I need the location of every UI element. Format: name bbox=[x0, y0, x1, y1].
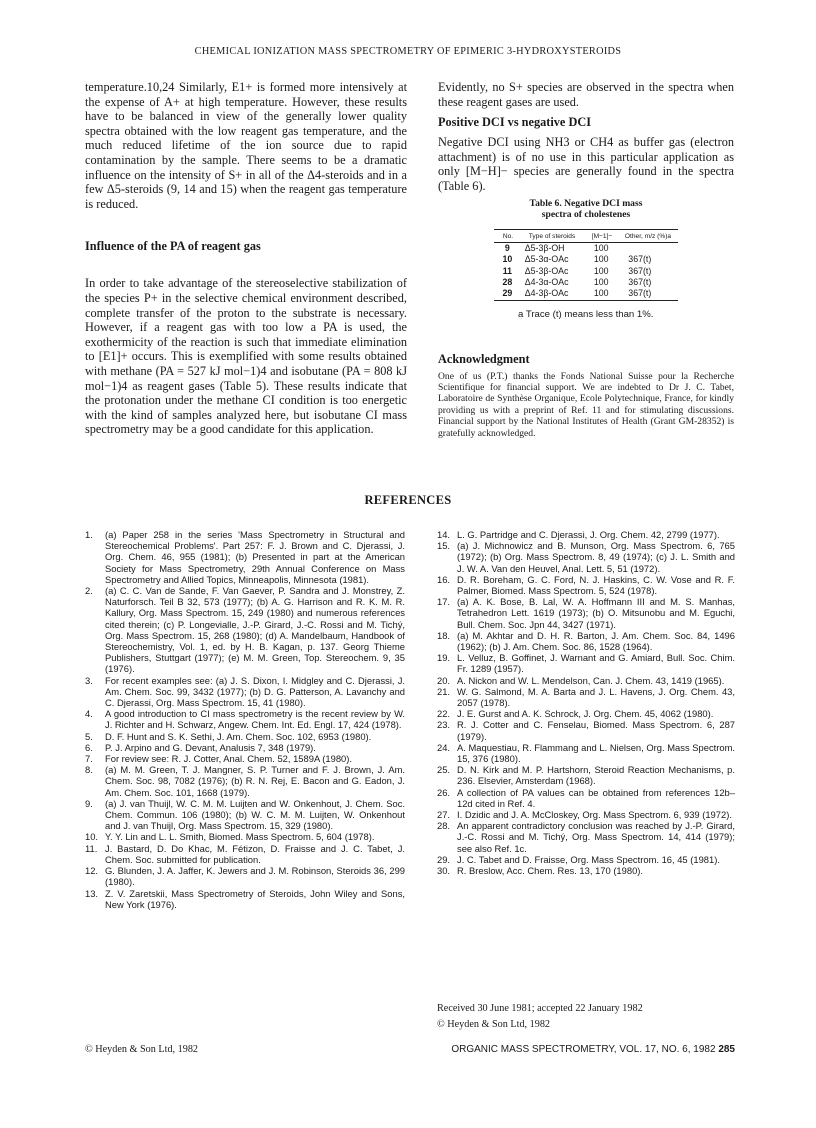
reference-text: (a) M. Akhtar and D. H. R. Barton, J. Am. Chem. Soc. 84, 1496 (1962); (b) J. Am. Chem. Soc. 86, 1528 (1964). bbox=[457, 629, 735, 653]
table-6-header-row bbox=[494, 230, 678, 244]
table-6-title bbox=[438, 198, 734, 221]
table-cell: 28 bbox=[502, 277, 513, 288]
table-row bbox=[494, 277, 678, 288]
reference-number: 11. bbox=[85, 842, 98, 854]
table-cell: 9 bbox=[504, 243, 510, 254]
table-cell: 11 bbox=[502, 265, 513, 276]
reference-number: 15. bbox=[437, 540, 451, 552]
table-6-header-cell: No. bbox=[502, 232, 514, 240]
table-row bbox=[494, 266, 678, 277]
reference-number: 20. bbox=[437, 674, 451, 686]
received-dates bbox=[437, 1001, 643, 1033]
reference-text: J. Bastard, D. Do Khac, M. Fétizon, D. Fraisse and J. C. Tabet, J. Chem. Soc. submitted for publication. bbox=[105, 842, 405, 865]
reference-item bbox=[437, 630, 735, 652]
references-left-column bbox=[85, 529, 405, 910]
reference-item bbox=[437, 820, 735, 854]
references-title: REFERENCES bbox=[364, 493, 452, 507]
reference-item bbox=[437, 719, 735, 741]
reference-number: 17. bbox=[437, 596, 451, 608]
table-cell: 100 bbox=[593, 288, 609, 299]
reference-item bbox=[437, 574, 735, 596]
reference-number: 7. bbox=[85, 753, 93, 765]
table-6 bbox=[438, 198, 734, 320]
references-right-column bbox=[437, 529, 735, 876]
reference-item bbox=[85, 742, 405, 753]
reference-item bbox=[437, 865, 735, 876]
table-cell: 100 bbox=[593, 254, 609, 265]
table-6-header-cell: Other, m/z (%)a bbox=[624, 232, 672, 240]
left-column bbox=[85, 80, 407, 437]
reference-number: 30. bbox=[437, 865, 451, 877]
running-head: CHEMICAL IONIZATION MASS SPECTROMETRY OF EPIMERIC 3-HYDROXYSTEROIDS bbox=[194, 46, 622, 57]
reference-number: 9. bbox=[85, 797, 93, 809]
reference-item bbox=[437, 675, 735, 686]
table-6-title-line2: spectra of cholestenes bbox=[541, 209, 631, 221]
reference-item bbox=[85, 865, 405, 887]
reference-number: 4. bbox=[85, 708, 93, 720]
reference-item bbox=[437, 529, 735, 540]
table-cell: Δ4-3α-OAc bbox=[524, 277, 569, 288]
reference-number: 18. bbox=[437, 629, 451, 641]
reference-text: D. R. Boreham, G. C. Ford, N. J. Haskins, C. W. Vose and R. F. Palmer, Biomed. Mass Spectrom. 5, 524 (1978). bbox=[457, 573, 735, 597]
reference-text: For review see: R. J. Cotter, Anal. Chem. 52, 1589A (1980). bbox=[105, 753, 352, 765]
reference-text: D. F. Hunt and S. K. Sethi, J. Am. Chem. Soc. 102, 6953 (1980). bbox=[105, 730, 372, 742]
heading-pa-reagent-gas: Influence of the PA of reagent gas bbox=[85, 239, 261, 254]
table-6-header-cell: Type of steroids bbox=[528, 232, 576, 240]
reference-item bbox=[437, 708, 735, 719]
paragraph-pa-reagent-gas: In order to take advantage of the stereoselective stabilization of the species P+ in the selective chemical environment described, complete transfer of the proton to the substrate is necessary. However, if a reagent gas with too low a PA is used, the exothermicity of the reaction is such that immediate elimination to [E1]+ occurs. This is exemplified with some results obtained with methane (PA = 527 kJ mol−1)4 and isobutane (PA = 808 kJ mol−1)4 as reagent gases (Table 5). These results indicate that the protonation under the methane CI condition is too energetic with the kind of samples analyzed here, but isobutane CI mass spectrometry may be a good candidate for this application. bbox=[85, 276, 407, 437]
received-line: Received 30 June 1981; accepted 22 January 1982 bbox=[437, 1003, 643, 1014]
table-6-header-cell: [M−1]− bbox=[591, 232, 613, 240]
reference-number: 27. bbox=[437, 809, 451, 821]
reference-item bbox=[85, 843, 405, 865]
reference-number: 1. bbox=[85, 529, 93, 540]
reference-text: I. Dzidic and J. A. McCloskey, Org. Mass Spectrom. 6, 939 (1972). bbox=[457, 809, 732, 821]
reference-number: 6. bbox=[85, 741, 93, 753]
table-cell: 367(t) bbox=[628, 288, 652, 299]
reference-item bbox=[437, 652, 735, 674]
reference-text: A. Maquestiau, R. Flammang and L. Nielsen, Org. Mass Spectrom. 15, 376 (1980). bbox=[457, 741, 735, 765]
reference-item bbox=[437, 596, 735, 630]
reference-text: D. N. Kirk and M. P. Hartshorn, Steroid Reaction Mechanisms, p. 236. Elsevier, Amsterdam (1968). bbox=[457, 764, 735, 787]
reference-number: 26. bbox=[437, 786, 451, 798]
reference-text: Z. V. Zaretskii, Mass Spectrometry of Steroids, John Wiley and Sons, New York (1976). bbox=[105, 887, 405, 910]
reference-item bbox=[85, 798, 405, 832]
reference-number: 29. bbox=[437, 853, 451, 865]
table-cell: Δ4-3β-OAc bbox=[524, 288, 569, 299]
table-row bbox=[494, 243, 678, 254]
reference-item bbox=[85, 764, 405, 798]
table-cell: 100 bbox=[593, 277, 609, 288]
reference-item bbox=[437, 540, 735, 574]
table-6-title-line1: Table 6. Negative DCI mass bbox=[529, 197, 643, 209]
reference-text: R. J. Cotter and C. Fenselau, Biomed. Mass Spectrom. 6, 287 (1979). bbox=[457, 719, 735, 742]
reference-number: 22. bbox=[437, 708, 451, 720]
reference-text: P. J. Arpino and G. Devant, Analusis 7, 348 (1979). bbox=[105, 741, 316, 753]
reference-number: 14. bbox=[437, 529, 451, 540]
reference-text: A collection of PA values can be obtained from references 12b–12d cited in Ref. 4. bbox=[457, 786, 735, 809]
table-cell: 10 bbox=[502, 254, 513, 265]
reference-text: A. Nickon and W. L. Mendelson, Can. J. Chem. 43, 1419 (1965). bbox=[457, 674, 725, 686]
reference-text: Y. Y. Lin and L. L. Smith, Biomed. Mass Spectrom. 5, 604 (1978). bbox=[105, 831, 375, 843]
table-6-grid bbox=[494, 229, 678, 301]
reference-item bbox=[437, 742, 735, 764]
table-6-footnote: a Trace (t) means less than 1%. bbox=[518, 308, 654, 320]
footer-journal-name: ORGANIC MASS SPECTROMETRY, VOL. 17, NO. 6, 1982 bbox=[451, 1044, 716, 1055]
reference-text: An apparent contradictory conclusion was reached by J.-P. Girard, J.-C. Rossi and M. Tichý, Org. Mass Spectrom. 14, 414 (1979); see also Ref. 1c. bbox=[457, 820, 735, 854]
reference-text: (a) J. van Thuijl, W. C. M. M. Luijten and W. Onkenhout, J. Chem. Soc. Chem. Commun. 106 (1980); (b) W. C. M. M. Luijten, W. Onkenhout and J. van Thuijl, Org. Mass Spectrom. 15, 329 (1980). bbox=[105, 797, 405, 832]
reference-number: 2. bbox=[85, 585, 93, 597]
reference-number: 10. bbox=[85, 831, 99, 843]
reference-number: 24. bbox=[437, 741, 451, 753]
heading-positive-negative-dci: Positive DCI vs negative DCI bbox=[438, 115, 592, 130]
paragraph-temperature: temperature.10,24 Similarly, E1+ is formed more intensively at the expense of A+ at high temperature. However, these results have to be balanced in view of the generally lower quality spectra obtained with the low reagent gas temperature, and the much reduced lifetime of the ion source due to rapid contamination by the sample. There seems to be a dramatic influence on the intensity of S+ in all of the Δ4-steroids and in a few Δ5-steroids (9, 14 and 15) when the reagent gas temperature is reduced. bbox=[85, 80, 407, 211]
reference-item bbox=[437, 787, 735, 809]
table-cell: 100 bbox=[593, 243, 609, 254]
table-cell bbox=[620, 243, 678, 254]
acknowledgment-text: One of us (P.T.) thanks the Fonds National Suisse pour la Recherche Scientifique for financial support. We are indebted to Dr J. C. Tabet, Laboratoire de Synthèse Organique, Ecole Polytechnique, France, for kindly providing us with a preprint of Ref. 11 and for stimulating discussions. Financial support by the National Institutes of Health (Grant GM-28352) is gratefully acknowledged. bbox=[438, 370, 734, 439]
reference-item bbox=[437, 854, 735, 865]
reference-text: (a) J. Michnowicz and B. Munson, Org. Mass Spectrom. 6, 765 (1972); (b) Org. Mass Spectrom. 8, 49 (1974); (c) J. L. Smith and J. W. A. Van den Heuvel, Anal. Lett. 5, 51 (1972). bbox=[457, 540, 735, 574]
reference-item bbox=[85, 585, 405, 675]
reference-number: 16. bbox=[437, 573, 451, 585]
table-cell: 29 bbox=[502, 288, 513, 299]
paragraph-no-s-species: Evidently, no S+ species are observed in the spectra when these reagent gases are used. bbox=[438, 80, 734, 109]
table-cell: Δ5-3β-OAc bbox=[524, 265, 569, 276]
table-cell: 367(t) bbox=[628, 265, 652, 276]
reference-number: 23. bbox=[437, 719, 451, 731]
reference-text: J. C. Tabet and D. Fraisse, Org. Mass Spectrom. 16, 45 (1981). bbox=[457, 853, 720, 865]
table-cell: 367(t) bbox=[628, 254, 652, 265]
table-cell: Δ5-3α-OAc bbox=[524, 254, 569, 265]
reference-text: (a) M. M. Green, T. J. Mangner, S. P. Turner and F. J. Brown, J. Am. Chem. Soc. 98, 7082 (1976); (b) R. N. Rej, E. Bacon and G. Eadon, J. Am. Chem. Soc. 101, 1668 (1979). bbox=[105, 764, 405, 798]
reference-text: (a) C. C. Van de Sande, F. Van Gaever, P. Sandra and J. Monstrey, Z. Naturforsch. Teil B 32, 573 (1977); (b) A. G. Harrison and R. K. M. R. Kallury, Org. Mass Spectrom. 15, 249 (1980) and numerous references cited therein; (c) P. Longevialle, J.-P. Girard, J.-C. Rossi and M. Tichý, Org. Mass Spectrom. 15, 268 (1980); (d) A. Mandelbaum, Handbook of Stereochemistry, Vol. 1, ed. by H. B. Kagan, p. 137. Georg Thieme Publishers, Stuttgart (1977); (e) M. M. Green, Top. Stereochem. 9, 35 (1976). bbox=[105, 585, 405, 675]
reference-item bbox=[85, 753, 405, 764]
reference-number: 21. bbox=[437, 685, 451, 697]
reference-text: (a) A. K. Bose, B. Lal, W. A. Hoffmann III and M. S. Manhas, Tetrahedron Lett. 1619 (1973); (b) O. Mitsunobu and M. Eguchi, Bull. Chem. Soc. Jpn 44, 3427 (1971). bbox=[457, 596, 735, 630]
reference-number: 25. bbox=[437, 764, 451, 776]
reference-item bbox=[437, 686, 735, 708]
reference-text: L. Velluz, B. Goffinet, J. Warnant and G. Amiard, Bull. Soc. Chim. Fr. 1289 (1957). bbox=[457, 652, 735, 675]
reference-text: J. E. Gurst and A. K. Schrock, J. Org. Chem. 45, 4062 (1980). bbox=[457, 708, 714, 720]
reference-text: G. Blunden, J. A. Jaffer, K. Jewers and J. M. Robinson, Steroids 36, 299 (1980). bbox=[105, 865, 405, 888]
reference-text: W. G. Salmond, M. A. Barta and J. L. Havens, J. Org. Chem. 43, 2057 (1978). bbox=[457, 685, 735, 709]
table-cell: 100 bbox=[593, 265, 609, 276]
reference-number: 13. bbox=[85, 887, 99, 899]
footer-copyright: © Heyden & Son Ltd, 1982 bbox=[85, 1044, 199, 1055]
copyright-line: © Heyden & Son Ltd, 1982 bbox=[437, 1019, 551, 1030]
reference-text: For recent examples see: (a) J. S. Dixon, I. Midgley and C. Djerassi, J. Am. Chem. Soc. 99, 3432 (1977); (b) D. G. Patterson, A. Lavanchy and C. Djerassi, Org. Mass Spectrom. 15, 41 (1980). bbox=[105, 674, 405, 709]
reference-item bbox=[85, 888, 405, 910]
reference-text: L. G. Partridge and C. Djerassi, J. Org. Chem. 42, 2799 (1977). bbox=[457, 529, 720, 540]
reference-item bbox=[85, 731, 405, 742]
reference-number: 5. bbox=[85, 730, 93, 742]
reference-number: 19. bbox=[437, 652, 451, 664]
page-number: 285 bbox=[718, 1044, 735, 1055]
reference-number: 12. bbox=[85, 865, 99, 877]
heading-acknowledgment: Acknowledgment bbox=[438, 351, 530, 366]
table-cell: 367(t) bbox=[628, 277, 652, 288]
table-row bbox=[494, 288, 678, 299]
reference-item bbox=[85, 831, 405, 842]
reference-text: A good introduction to CI mass spectrometry is the recent review by W. J. Richter and H. Schwarz, Angew. Chem. Int. Ed. Engl. 17, 424 (1978). bbox=[105, 708, 405, 731]
reference-text: (a) Paper 258 in the series 'Mass Spectrometry in Structural and Stereochemical Problems'. Part 257: F. J. Brown and C. Djerassi, J. Org. Chem. 46, 955 (1981); (b) Presented in part at the American Society for Mass Spectrometry, 29th Annual Conference on Mass Spectrometry and Allied Topics, Minneapolis, Minnesota (1981). bbox=[105, 529, 405, 585]
right-column bbox=[438, 80, 734, 439]
reference-number: 28. bbox=[437, 820, 451, 832]
paragraph-negative-dci: Negative DCI using NH3 or CH4 as buffer gas (electron attachment) is of no use in this particular application as only [M−H]− species are generally found in the spectra (Table 6). bbox=[438, 135, 734, 193]
reference-item bbox=[85, 529, 405, 585]
footer-journal bbox=[437, 1044, 735, 1055]
table-cell: Δ5-3β-OH bbox=[524, 243, 565, 254]
reference-item bbox=[85, 675, 405, 709]
reference-number: 3. bbox=[85, 674, 93, 686]
reference-item bbox=[437, 764, 735, 786]
reference-item bbox=[85, 708, 405, 730]
reference-text: R. Breslow, Acc. Chem. Res. 13, 170 (1980). bbox=[457, 865, 644, 877]
reference-item bbox=[437, 809, 735, 820]
reference-number: 8. bbox=[85, 764, 93, 776]
table-row bbox=[494, 254, 678, 265]
